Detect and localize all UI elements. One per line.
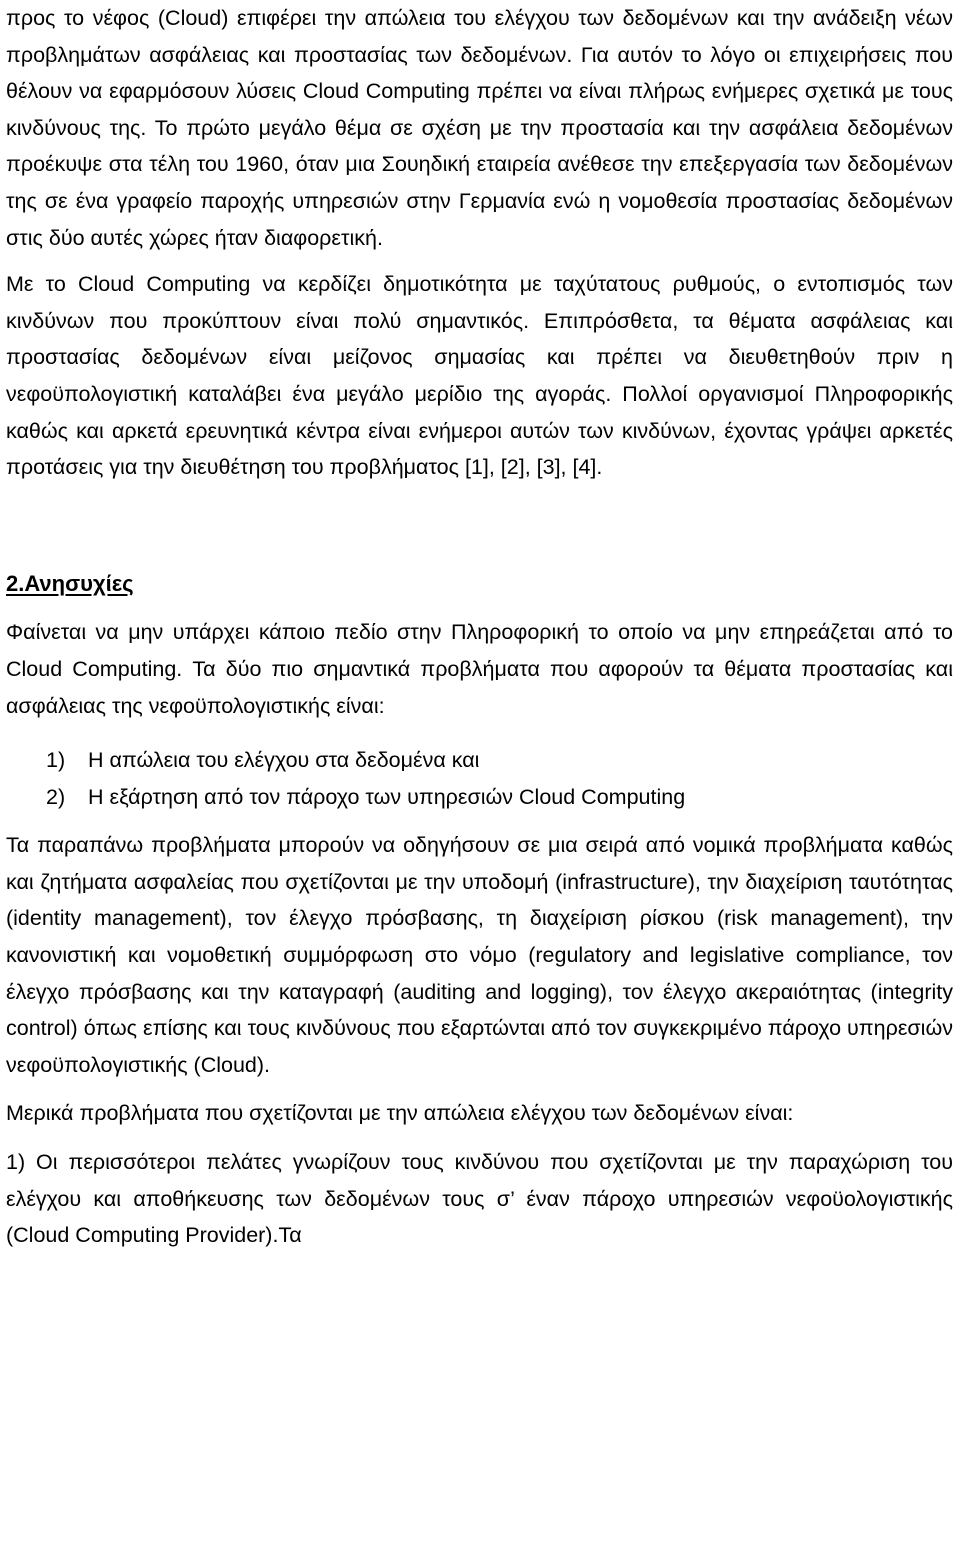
problems-list: [6, 742, 953, 815]
spacer: [6, 724, 953, 742]
paragraph-control-loss-item-1: 1) Οι περισσότεροι πελάτες γνωρίζουν τους κινδύνου που σχετίζονται με την παραχώριση του ελέγχου και αποθήκευσης των δεδομένων τους σ’ έναν πάροχο υπηρεσιών νεφοϋολογιστικής (Cloud Computing Provider).Τα: [6, 1150, 953, 1248]
section-heading-concerns: 2.Ανησυχίες: [6, 570, 134, 596]
spacer: [6, 815, 953, 827]
spacer: [6, 1132, 953, 1144]
list-item-text: Η εξάρτηση από τον πάροχο των υπηρεσιών Cloud Computing: [88, 784, 686, 809]
list-item: [6, 742, 953, 779]
paragraph-control-loss-intro: Μερικά προβλήματα που σχετίζονται με την απώλεια ελέγχου των δεδομένων είναι:: [6, 1101, 794, 1126]
spacer: [6, 602, 953, 614]
paragraph-cloud-risks: προς το νέφος (Cloud) επιφέρει την απώλεια του ελέγχου των δεδομένων και την ανάδειξη νέων προβλημάτων ασφάλειας και προστασίας των δεδομένων. Για αυτόν το λόγο οι επιχειρήσεις που θέλουν να εφαρμόσουν λύσεις Cloud Computing πρέπει να είναι πλήρως ενήμερες σχετικά με τους κινδύνους της. Το πρώτο μεγάλο θέμα σε σχέση με την προστασία και την ασφάλεια δεδομένων προέκυψε στα τέλη του 1960, όταν μια Σουηδική εταιρεία ανέθεσε την επεξεργασία των δεδομένων της σε ένα γραφείο παροχής υπηρεσιών στην Γερμανία ενώ η νομοθεσία προστασίας δεδομένων στις δύο αυτές χώρες ήταν διαφορετική.: [6, 6, 953, 250]
list-item-number: 1): [46, 748, 66, 773]
list-item: [6, 779, 953, 816]
paragraph-main-problems: Φαίνεται να μην υπάρχει κάποιο πεδίο στην Πληροφορική το οποίο να μην επηρεάζεται από το Cloud Computing. Τα δύο πιο σημαντικά προβλήματα που αφορούν τα θέματα προστασίας και ασφάλειας της νεφοϋπολογιστικής είναι:: [6, 620, 953, 718]
spacer: [6, 486, 953, 566]
paragraph-legal-issues: Τα παραπάνω προβλήματα μπορούν να οδηγήσουν σε μια σειρά από νομικά προβλήματα καθώς και ζητήματα ασφαλείας που σχετίζονται με την υποδομή (infrastructure), την διαχείριση ταυτότητας (identity management), τον έλεγχο πρόσβασης, τη διαχείριση ρίσκου (risk management), την κανονιστική και νομοθετική συμμόρφωση στο νόμο (regulatory and legislative compliance, τον έλεγχο πρόσβασης και την καταγραφή (auditing and logging), τον έλεγχο ακεραιότητας (integrity control) όπως επίσης και τους κινδύνους που εξαρτώνται από τον συγκεκριμένο πάροχο υπηρεσιών νεφοϋπολογιστικής (Cloud).: [6, 833, 953, 1077]
spacer: [6, 256, 953, 266]
spacer: [6, 1083, 953, 1095]
paragraph-risk-identification: Με το Cloud Computing να κερδίζει δημοτικότητα με ταχύτατους ρυθμούς, ο εντοπισμός των κινδύνων που προκύπτουν είναι πολύ σημαντικός. Επιπρόσθετα, τα θέματα ασφάλειας και προστασίας δεδομένων είναι μείζονος σημασίας και πρέπει να διευθετηθούν πριν η νεφοϋπολογιστική καταλάβει ένα μεγάλο μερίδιο της αγοράς. Πολλοί οργανισμοί Πληροφορικής καθώς και αρκετά ερευνητικά κέντρα είναι ενήμεροι αυτών των κινδύνων, έχοντας γράψει αρκετές προτάσεις για την διευθέτηση του προβλήματος [1], [2], [3], [4].: [6, 272, 953, 480]
list-item-text: Η απώλεια του ελέγχου στα δεδομένα και: [88, 748, 480, 773]
list-item-number: 2): [46, 784, 66, 809]
